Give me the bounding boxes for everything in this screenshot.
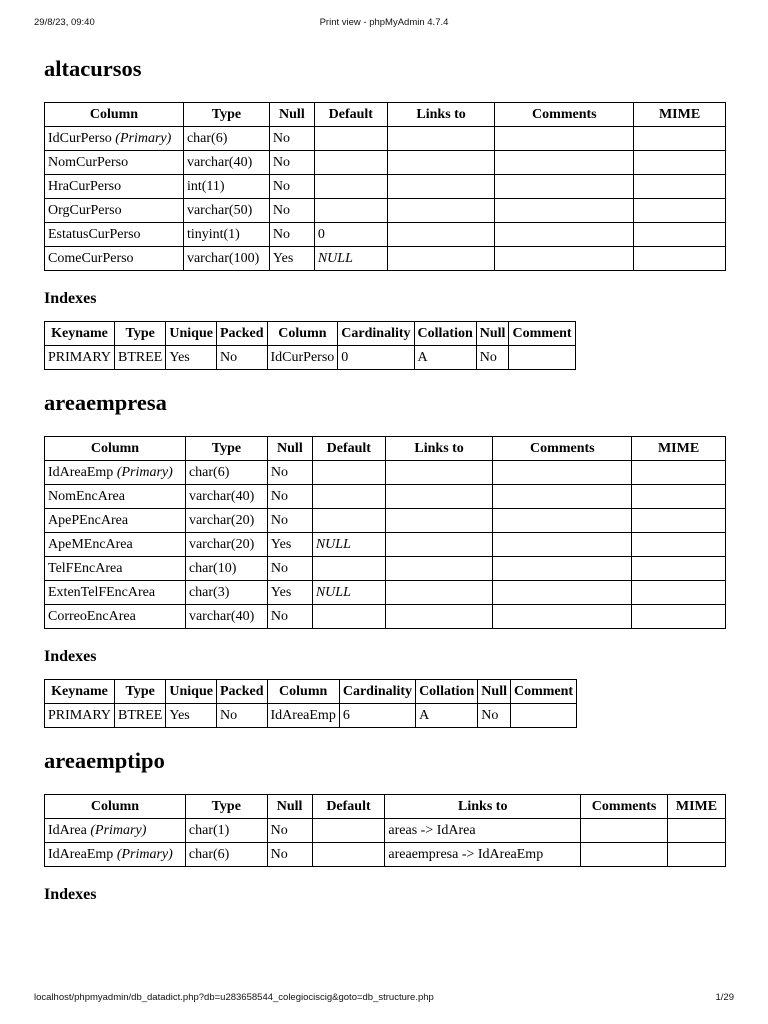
cell-null: No [269,127,314,151]
cell-links [387,127,495,151]
cell-column: ExtenTelFEncArea [45,581,186,605]
cell-links [385,605,493,629]
table-row [45,843,726,867]
cell-default: 0 [314,223,387,247]
cell-mime [632,461,726,485]
cell-default [312,605,385,629]
cell-null: No [269,223,314,247]
cell-mime [632,509,726,533]
cell-type: varchar(50) [183,199,269,223]
cell-index-column: IdCurPerso [267,346,338,370]
cell-links [387,247,495,271]
page-url: localhost/phpmyadmin/db_datadict.php?db=u283658544_colegiociscig&goto=db_structure.php [34,992,434,1003]
cell-comments [581,843,668,867]
cell-null: No [267,843,312,867]
cell-mime [632,557,726,581]
cell-keyname: PRIMARY [45,704,115,728]
cell-null: Yes [267,581,312,605]
cell-mime [632,581,726,605]
cell-null: No [269,151,314,175]
print-title: Print view - phpMyAdmin 4.7.4 [319,17,449,28]
cell-cardinality: 0 [338,346,414,370]
indexes-table [44,679,577,728]
cell-mime [668,819,726,843]
table-row [45,346,576,370]
cell-comments [493,557,632,581]
table-row [45,819,726,843]
cell-column: OrgCurPerso [45,199,184,223]
table-row [45,581,726,605]
cell-type: char(6) [185,843,267,867]
col-header-links: Links to [385,437,493,461]
cell-type: tinyint(1) [183,223,269,247]
indexes-heading: Indexes [44,648,97,665]
idx-header-comment: Comment [509,322,575,346]
col-header-column: Column [45,103,184,127]
cell-mime [634,247,726,271]
cell-type: char(10) [185,557,267,581]
cell-type: varchar(40) [185,605,267,629]
cell-comments [493,581,632,605]
idx-header-null: Null [476,322,509,346]
cell-column: IdCurPerso (Primary) [45,127,184,151]
col-header-links: Links to [385,795,581,819]
cell-default: NULL [312,533,385,557]
cell-comments [493,509,632,533]
col-header-default: Default [314,103,387,127]
table-row [45,151,726,175]
cell-default: NULL [314,247,387,271]
columns-table [44,102,726,271]
table-row [45,247,726,271]
cell-column: NomEncArea [45,485,186,509]
col-header-comments: Comments [493,437,632,461]
col-header-type: Type [185,437,267,461]
cell-default [312,557,385,581]
idx-header-unique: Unique [166,680,217,704]
cell-default: NULL [312,581,385,605]
cell-links: areaempresa -> IdAreaEmp [385,843,581,867]
idx-header-type: Type [115,680,166,704]
cell-mime [632,533,726,557]
cell-null: No [267,461,312,485]
cell-links [385,461,493,485]
cell-column: TelFEncArea [45,557,186,581]
page-number: 1/29 [715,992,734,1003]
cell-mime [634,175,726,199]
cell-comments [495,175,634,199]
table-row [45,199,726,223]
table-row [45,605,726,629]
col-header-null: Null [267,437,312,461]
cell-type: char(3) [185,581,267,605]
cell-mime [668,843,726,867]
col-header-default: Default [312,795,385,819]
col-header-type: Type [185,795,267,819]
cell-links [387,199,495,223]
cell-keyname: PRIMARY [45,346,115,370]
cell-comments [495,247,634,271]
cell-comments [495,223,634,247]
idx-header-unique: Unique [166,322,217,346]
cell-mime [634,199,726,223]
cell-column: IdAreaEmp (Primary) [45,461,186,485]
cell-default [312,843,385,867]
cell-cardinality: 6 [339,704,415,728]
cell-column: NomCurPerso [45,151,184,175]
cell-comments [493,485,632,509]
cell-default [312,461,385,485]
cell-type: char(6) [183,127,269,151]
cell-links [387,175,495,199]
cell-default [314,127,387,151]
header-row [45,322,576,346]
table-row [45,704,577,728]
cell-null: No [269,199,314,223]
idx-header-collation: Collation [416,680,478,704]
idx-header-column: Column [267,680,339,704]
cell-null: No [267,485,312,509]
cell-mime [632,605,726,629]
cell-null: Yes [267,533,312,557]
header-row [45,103,726,127]
cell-null: No [269,175,314,199]
cell-column: IdArea (Primary) [45,819,186,843]
cell-type: varchar(40) [185,485,267,509]
cell-comments [493,605,632,629]
cell-index-null: No [476,346,509,370]
cell-null: No [267,819,312,843]
cell-unique: Yes [166,704,217,728]
cell-mime [634,127,726,151]
idx-header-cardinality: Cardinality [339,680,415,704]
cell-type: varchar(20) [185,509,267,533]
cell-comments [493,533,632,557]
table-row [45,509,726,533]
col-header-comments: Comments [495,103,634,127]
cell-null: No [267,509,312,533]
cell-comments [495,151,634,175]
primary-marker: (Primary) [115,130,172,146]
table-row [45,223,726,247]
col-header-comments: Comments [581,795,668,819]
col-header-default: Default [312,437,385,461]
cell-packed: No [216,704,267,728]
cell-links [385,509,493,533]
cell-default [312,819,385,843]
indexes-heading: Indexes [44,290,97,307]
idx-header-cardinality: Cardinality [338,322,414,346]
cell-links [385,557,493,581]
cell-index-comment [510,704,576,728]
cell-type: varchar(40) [183,151,269,175]
col-header-links: Links to [387,103,495,127]
cell-type: char(6) [185,461,267,485]
cell-links [387,223,495,247]
table-row [45,533,726,557]
cell-collation: A [416,704,478,728]
cell-column: ComeCurPerso [45,247,184,271]
table-row [45,485,726,509]
cell-column: ApeMEncArea [45,533,186,557]
cell-comments [493,461,632,485]
idx-header-keyname: Keyname [45,680,115,704]
table-row [45,461,726,485]
primary-marker: (Primary) [116,464,173,480]
cell-index-type: BTREE [115,704,166,728]
cell-links [387,151,495,175]
cell-default [314,175,387,199]
idx-header-null: Null [478,680,511,704]
primary-marker: (Primary) [90,822,147,838]
table-name: altacursos [44,56,142,81]
cell-default [312,485,385,509]
cell-index-null: No [478,704,511,728]
cell-column: HraCurPerso [45,175,184,199]
print-datetime: 29/8/23, 09:40 [34,17,95,28]
cell-type: int(11) [183,175,269,199]
cell-links [385,485,493,509]
cell-column: EstatusCurPerso [45,223,184,247]
cell-type: char(1) [185,819,267,843]
cell-index-column: IdAreaEmp [267,704,339,728]
cell-links: areas -> IdArea [385,819,581,843]
header-row [45,795,726,819]
cell-comments [581,819,668,843]
table-row [45,557,726,581]
col-header-null: Null [269,103,314,127]
cell-mime [634,223,726,247]
print-footer [0,992,768,1006]
idx-header-type: Type [115,322,166,346]
cell-default [314,151,387,175]
cell-type: varchar(20) [185,533,267,557]
cell-default [312,509,385,533]
header-row [45,680,577,704]
columns-table [44,436,726,629]
cell-packed: No [216,346,267,370]
indexes-heading: Indexes [44,886,97,903]
col-header-type: Type [183,103,269,127]
cell-collation: A [414,346,476,370]
cell-column: CorreoEncArea [45,605,186,629]
idx-header-column: Column [267,322,338,346]
cell-column: ApePEncArea [45,509,186,533]
col-header-mime: MIME [632,437,726,461]
cell-null: No [267,605,312,629]
print-header [0,17,768,31]
idx-header-comment: Comment [510,680,576,704]
data-dictionary [44,54,728,907]
idx-header-keyname: Keyname [45,322,115,346]
cell-index-comment [509,346,575,370]
cell-null: Yes [269,247,314,271]
cell-mime [632,485,726,509]
cell-mime [634,151,726,175]
col-header-column: Column [45,437,186,461]
columns-table [44,794,726,867]
idx-header-packed: Packed [216,680,267,704]
cell-comments [495,199,634,223]
header-row [45,437,726,461]
col-header-column: Column [45,795,186,819]
indexes-table [44,321,576,370]
idx-header-collation: Collation [414,322,476,346]
table-row [45,127,726,151]
col-header-null: Null [267,795,312,819]
cell-column: IdAreaEmp (Primary) [45,843,186,867]
cell-default [314,199,387,223]
cell-type: varchar(100) [183,247,269,271]
cell-links [385,533,493,557]
primary-marker: (Primary) [116,846,173,862]
cell-comments [495,127,634,151]
cell-null: No [267,557,312,581]
table-name: areaempresa [44,390,167,415]
table-row [45,175,726,199]
table-name: areaemptipo [44,748,165,773]
cell-unique: Yes [166,346,217,370]
col-header-mime: MIME [668,795,726,819]
idx-header-packed: Packed [216,322,267,346]
cell-links [385,581,493,605]
cell-index-type: BTREE [115,346,166,370]
col-header-mime: MIME [634,103,726,127]
